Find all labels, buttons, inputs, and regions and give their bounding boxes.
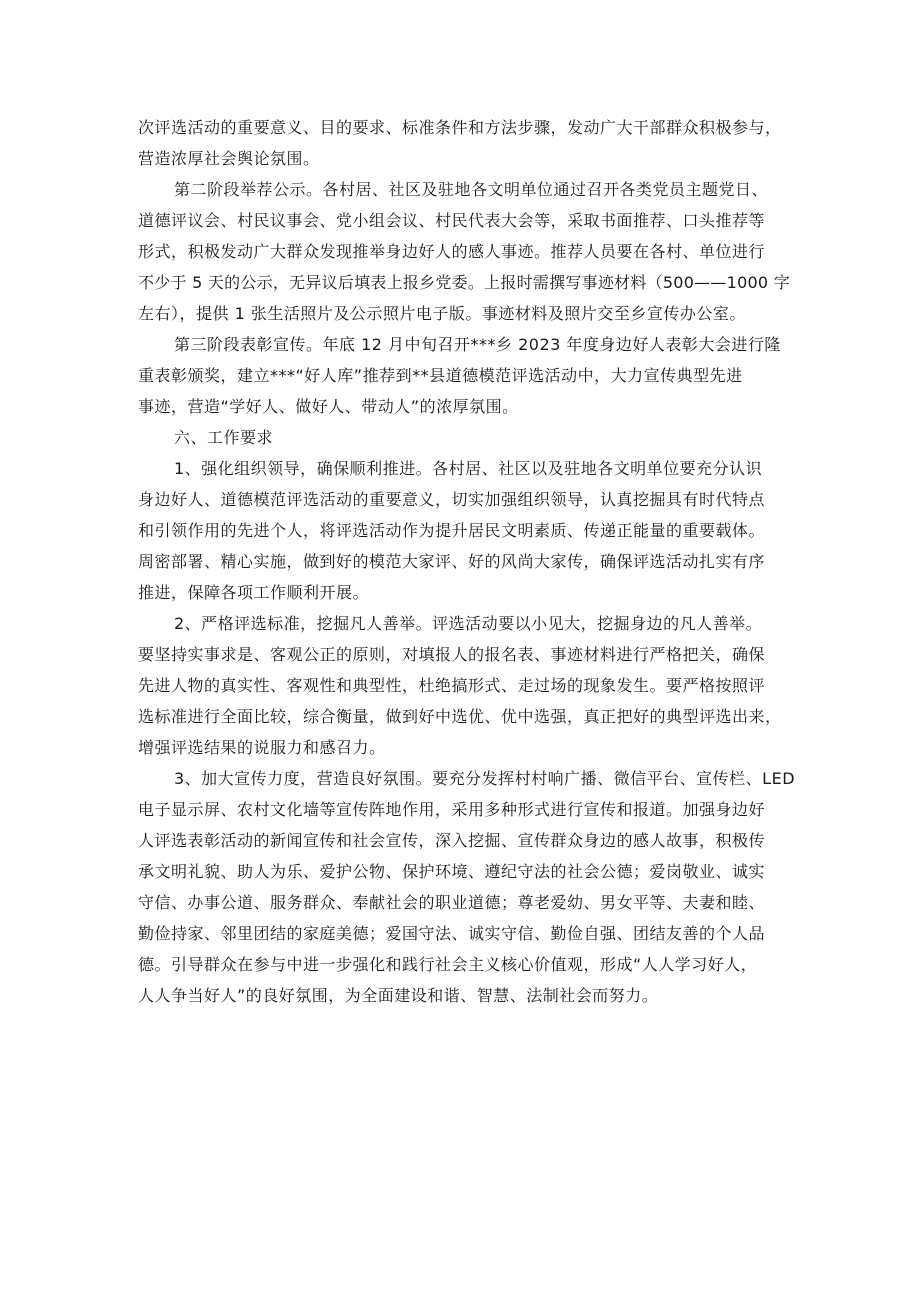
paragraph-line: 人人争当好人”的良好氛围，为全面建设和谐、智慧、法制社会而努力。 (138, 986, 659, 1005)
paragraph-line: 营造浓厚社会舆论氛围。 (138, 149, 320, 168)
document-body (138, 112, 798, 1011)
paragraph-line: 事迹，营造“学好人、做好人、带动人”的浓厚氛围。 (138, 397, 519, 416)
paragraph-line: 要坚持实事求是、客观公正的原则，对填报人的报名表、事迹材料进行严格把关，确保 (138, 645, 766, 664)
paragraph-line: 次评选活动的重要意义、目的要求、标准条件和方法步骤，发动广大干部群众积极参与， (138, 118, 782, 137)
paragraph-first-line: 3、加大宣传力度，营造良好氛围。要充分发挥村村响广播、微信平台、宣传栏、LED (174, 769, 796, 788)
paragraph-first-line: 第三阶段表彰宣传。年底 12 月中旬召开***乡 2023 年度身边好人表彰大会进行隆 (174, 335, 781, 354)
paragraph-line: 承文明礼貌、助人为乐、爱护公物、保护环境、遵纪守法的社会公德；爱岗敬业、诚实 (138, 862, 766, 881)
paragraph-line: 不少于 5 天的公示，无异议后填表上报乡党委。上报时需撰写事迹材料（500——1000 字 (138, 273, 790, 292)
paragraph-first-line: 六、工作要求 (174, 428, 274, 447)
paragraph-line: 推进，保障各项工作顺利开展。 (138, 583, 370, 602)
paragraph-line: 德。引导群众在参与中进一步强化和践行社会主义核心价值观，形成“人人学习好人， (138, 955, 758, 974)
paragraph-line: 重表彰颁奖，建立***“好人库”推荐到**县道德模范评选活动中，大力宣传典型先进 (138, 366, 743, 385)
paragraph-line: 人评选表彰活动的新闻宣传和社会宣传，深入挖掘、宣传群众身边的感人故事，积极传 (138, 831, 766, 850)
paragraph-line: 电子显示屏、农村文化墙等宣传阵地作用，采用多种形式进行宣传和报道。加强身边好 (138, 800, 766, 819)
paragraph-line: 道德评议会、村民议事会、党小组会议、村民代表大会等，采取书面推荐、口头推荐等 (138, 211, 766, 230)
paragraph-first-line: 1、强化组织领导，确保顺利推进。各村居、社区以及驻地各文明单位要充分认识 (174, 459, 763, 478)
paragraph-line: 和引领作用的先进个人，将评选活动作为提升居民文明素质、传递正能量的重要载体。 (138, 521, 766, 540)
paragraph-first-line: 2、严格评选标准，挖掘凡人善举。评选活动要以小见大，挖掘身边的凡人善举。 (174, 614, 763, 633)
paragraph-line: 左右），提供 1 张生活照片及公示照片电子版。事迹材料及照片交至乡宣传办公室。 (138, 304, 746, 323)
paragraph-line: 守信、办事公道、服务群众、奉献社会的职业道德；尊老爱幼、男女平等、夫妻和睦、 (138, 893, 766, 912)
paragraph-line: 增强评选结果的说服力和感召力。 (138, 738, 386, 757)
paragraph-line: 先进人物的真实性、客观性和典型性，杜绝搞形式、走过场的现象发生。要严格按照评 (138, 676, 766, 695)
paragraph-line: 周密部署、精心实施，做到好的模范大家评、好的风尚大家传，确保评选活动扎实有序 (138, 552, 766, 571)
paragraph-line: 勤俭持家、邻里团结的家庭美德；爱国守法、诚实守信、勤俭自强、团结友善的个人品 (138, 924, 766, 943)
paragraph-line: 身边好人、道德模范评选活动的重要意义，切实加强组织领导，认真挖掘具有时代特点 (138, 490, 766, 509)
paragraph-line: 形式，积极发动广大群众发现推举身边好人的感人事迹。推荐人员要在各村、单位进行 (138, 242, 766, 261)
paragraph-first-line: 第二阶段举荐公示。各村居、社区及驻地各文明单位通过召开各类党员主题党日、 (174, 180, 769, 199)
paragraph-line: 选标准进行全面比较，综合衡量，做到好中选优、优中选强，真正把好的典型评选出来， (138, 707, 782, 726)
